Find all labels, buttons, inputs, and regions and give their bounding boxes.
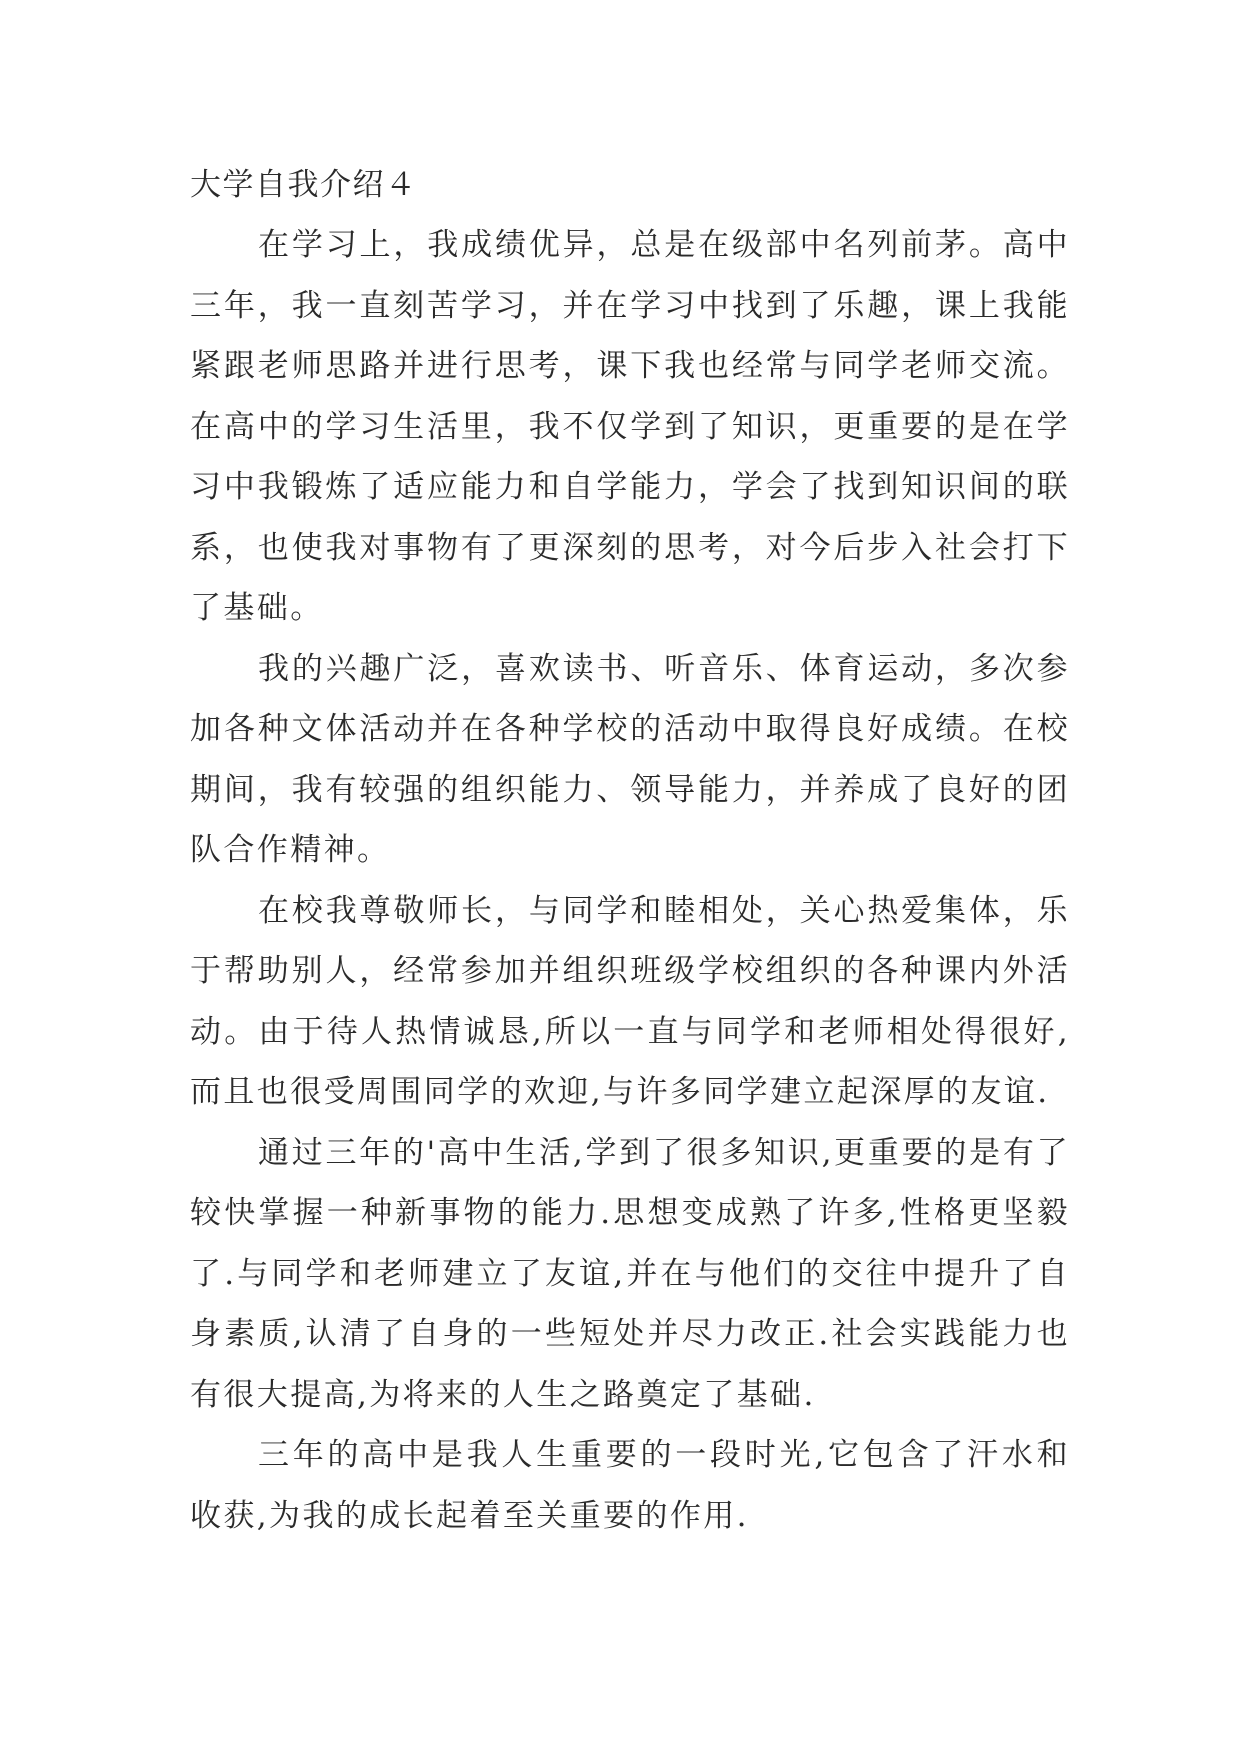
paragraph-school-life: 在校我尊敬师长，与同学和睦相处，关心热爱集体，乐于帮助别人，经常参加并组织班级学校组织的各种课内外活动。由于待人热情诚恳,所以一直与同学和老师相处得很好,而且也很受周围同学的欢迎,与许多同学建立起深厚的友谊. [190,892,1070,1110]
paragraph-study: 在学习上，我成绩优异，总是在级部中名列前茅。高中三年，我一直刻苦学习，并在学习中找到了乐趣，课上我能紧跟老师思路并进行思考，课下我也经常与同学老师交流。在高中的学习生活里，我不仅学到了知识，更重要的是在学习中我锻炼了适应能力和自学能力，学会了找到知识间的联系，也使我对事物有了更深刻的思考，对今后步入社会打下了基础。 [190,227,1070,626]
paragraph-interests: 我的兴趣广泛，喜欢读书、听音乐、体育运动，多次参加各种文体活动并在各种学校的活动中取得良好成绩。在校期间，我有较强的组织能力、领导能力，并养成了良好的团队合作精神。 [190,650,1070,868]
document-page [190,155,1070,1546]
paragraph-conclusion: 三年的高中是我人生重要的一段时光,它包含了汗水和收获,为我的成长起着至关重要的作用. [190,1437,1070,1534]
paragraph-three-years: 通过三年的'高中生活,学到了很多知识,更重要的是有了较快掌握一种新事物的能力.思想变成熟了许多,性格更坚毅了.与同学和老师建立了友谊,并在与他们的交往中提升了自身素质,认清了自身的一些短处并尽力改正.社会实践能力也有很大提高,为将来的人生之路奠定了基础. [190,1134,1070,1413]
document-title: 大学自我介绍４ [190,167,418,203]
